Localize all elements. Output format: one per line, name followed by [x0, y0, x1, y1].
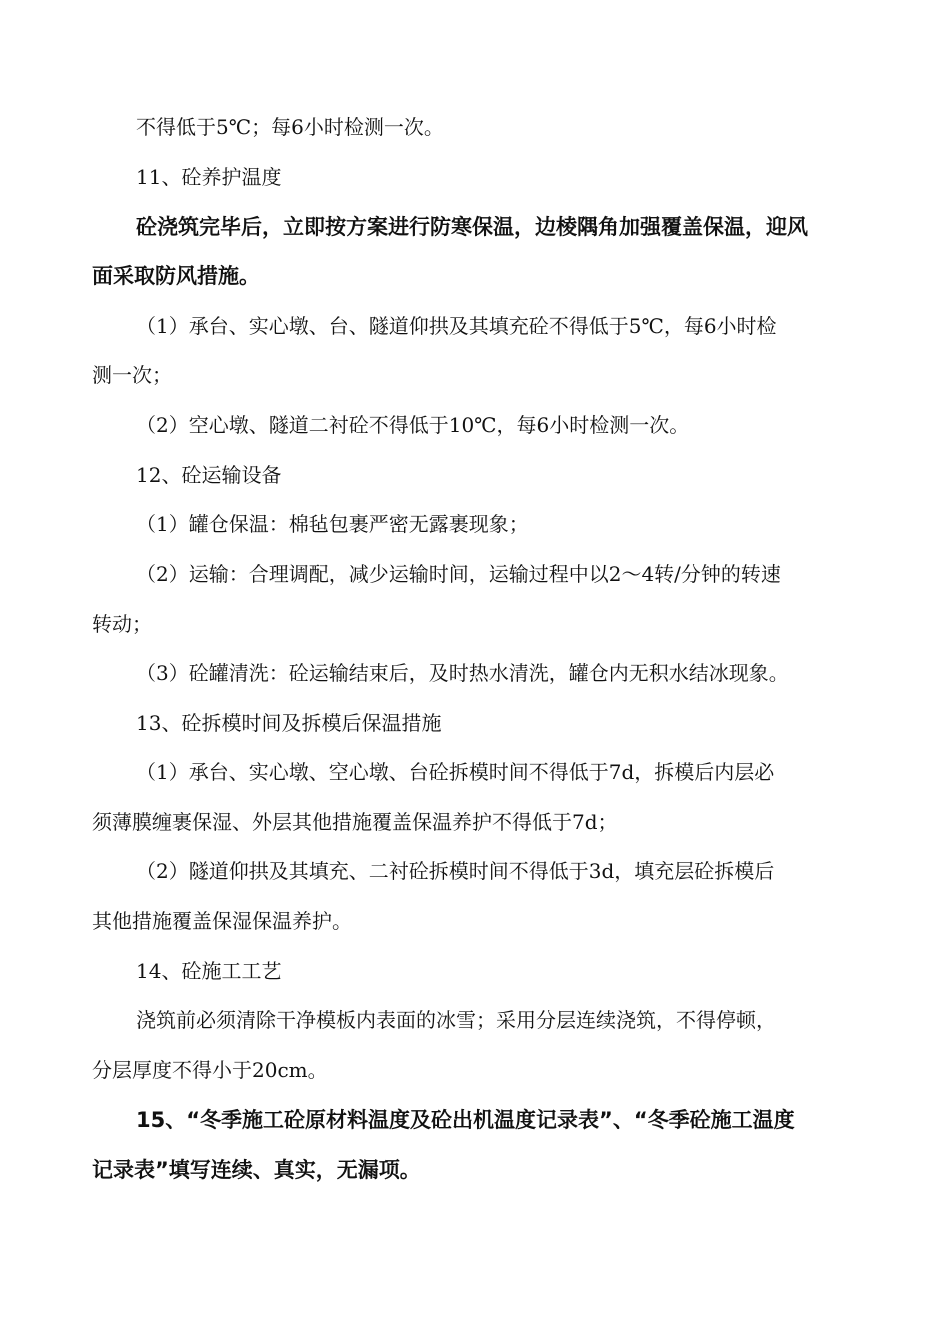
section-heading-13: 13、砼拆模时间及拆模后保温措施	[136, 711, 442, 735]
list-item-line: （2）空心墩、隧道二衬砼不得低于10℃，每6小时检测一次。	[136, 413, 690, 437]
list-item-line: （1）承台、实心墩、空心墩、台砼拆模时间不得低于7d，拆模后内层必	[136, 760, 775, 784]
section-heading-11: 11、砼养护温度	[136, 165, 282, 189]
list-item-line: （2）运输：合理调配，减少运输时间，运输过程中以2～4转/分钟的转速	[136, 562, 781, 586]
list-item-line: 测一次；	[92, 363, 172, 387]
paragraph-line: 不得低于5℃；每6小时检测一次。	[136, 115, 444, 139]
bold-paragraph-line: 15、“冬季施工砼原材料温度及砼出机温度记录表”、“冬季砼施工温度	[136, 1108, 795, 1132]
list-item-line: （3）砼罐清洗：砼运输结束后，及时热水清洗，罐仓内无积水结冰现象。	[136, 661, 789, 685]
list-item-line: （1）承台、实心墩、台、隧道仰拱及其填充砼不得低于5℃，每6小时检	[136, 314, 777, 338]
paragraph-line: 分层厚度不得小于20cm。	[92, 1058, 328, 1082]
paragraph-line: 浇筑前必须清除干净模板内表面的冰雪；采用分层连续浇筑，不得停顿，	[136, 1008, 776, 1032]
list-item-line: 转动；	[92, 612, 152, 636]
list-item-line: 须薄膜缠裹保湿、外层其他措施覆盖保温养护不得低于7d；	[92, 810, 618, 834]
bold-paragraph-line: 面采取防风措施。	[92, 264, 260, 288]
bold-paragraph-line: 砼浇筑完毕后，立即按方案进行防寒保温，边棱隅角加强覆盖保温，迎风	[136, 215, 808, 239]
list-item-line: （1）罐仓保温：棉毡包裹严密无露裹现象；	[136, 512, 529, 536]
section-heading-14: 14、砼施工工艺	[136, 959, 282, 983]
section-heading-12: 12、砼运输设备	[136, 463, 282, 487]
bold-paragraph-line: 记录表”填写连续、真实，无漏项。	[92, 1158, 421, 1182]
list-item-line: 其他措施覆盖保湿保温养护。	[92, 909, 352, 933]
list-item-line: （2）隧道仰拱及其填充、二衬砼拆模时间不得低于3d，填充层砼拆模后	[136, 859, 775, 883]
